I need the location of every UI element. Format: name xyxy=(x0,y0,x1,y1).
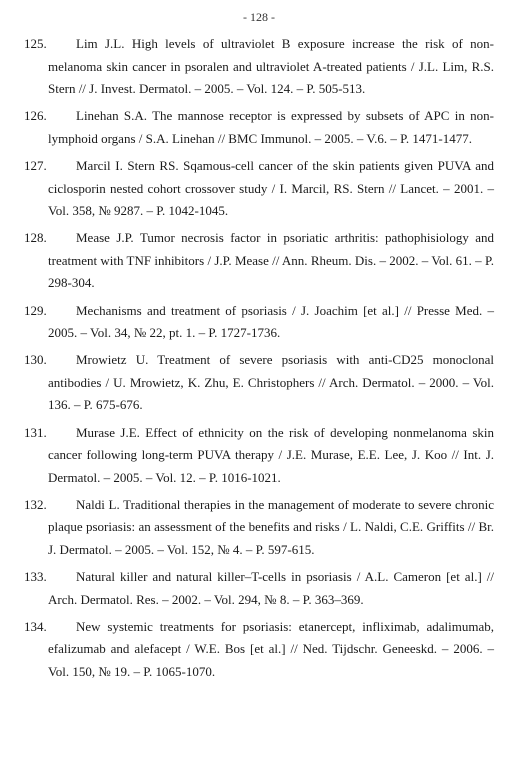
reference-number: 133. xyxy=(24,569,47,585)
reference-number: 125. xyxy=(24,36,47,51)
reference-text: Mechanisms and treatment of psoriasis / J. Joachim [et al.] // Presse Med. – 2005. – Vol. 34, № 22, pt. 1. – P. 1727-1736. xyxy=(48,302,494,341)
reference-item xyxy=(24,105,494,150)
reference-number: 128. xyxy=(24,230,47,246)
reference-text: New systemic treatments for psoriasis: etanercept, infliximab, adalimumab, efalizumab and alefacept / W.E. Bos [et al.] // Ned. Tijdschr. Geneeskd. – 2006. – Vol. 150, № 19. – P. 1065-1070. xyxy=(48,618,494,679)
reference-number: 126. xyxy=(24,108,47,124)
reference-number: 130. xyxy=(24,352,47,368)
reference-number: 129. xyxy=(24,302,47,318)
reference-item xyxy=(24,566,494,611)
reference-number: 134. xyxy=(24,618,47,634)
reference-item xyxy=(24,300,494,345)
reference-item xyxy=(24,349,494,417)
reference-item xyxy=(24,494,494,562)
reference-item xyxy=(24,227,494,295)
reference-text: Natural killer and natural killer–T-cells in psoriasis / A.L. Cameron [et al.] // Arch. Dermatol. Res. – 2002. – Vol. 294, № 8. – P. 363–369. xyxy=(48,569,494,607)
reference-text: Marcil I. Stern RS. Sqamous-cell cancer of the skin patients given PUVA and ciclosporin nested cohort crossover study / I. Marcil, RS. Stern // Lancet. – 2001. – Vol. 358, № 9287. – P. 1042-1045. xyxy=(48,157,494,219)
reference-item xyxy=(24,155,494,223)
reference-number: 127. xyxy=(24,157,47,173)
page-number: - 128 - xyxy=(243,10,275,24)
reference-text: Naldi L. Traditional therapies in the management of moderate to severe chronic plaque psoriasis: an assessment of the benefits and risks / L. Naldi, C.E. Griffits // Br. J. Dermatol. – 2005. – Vol. 152, № 4. – P. 597-615. xyxy=(48,496,494,557)
reference-item xyxy=(24,33,494,101)
reference-text: Mease J.P. Tumor necrosis factor in psoriatic arthritis: pathophisiology and treatment with TNF inhibitors / J.P. Mease // Ann. Rheum. Dis. – 2002. – Vol. 61. – P. 298-304. xyxy=(48,230,494,291)
reference-list xyxy=(24,33,494,688)
reference-text: Linehan S.A. The mannose receptor is expressed by subsets of APC in non-lymphoid organs / S.A. Linehan // BMC Immunol. – 2005. – V.6. – P. 1471-1477. xyxy=(48,108,494,146)
reference-text: Mrowietz U. Treatment of severe psoriasis with anti-CD25 monoclonal antibodies / U. Mrowietz, K. Zhu, E. Christophers // Arch. Dermatol. – 2000. – Vol. 136. – P. 675-676. xyxy=(48,352,494,413)
reference-number: 132. xyxy=(24,496,47,512)
reference-text: Murase J.E. Effect of ethnicity on the risk of developing nonmelanoma skin cancer following long-term PUVA therapy / J.E. Murase, E.E. Lee, J. Koo // Int. J. Dermatol. – 2005. – Vol. 12. – P. 1016-1021. xyxy=(48,424,494,485)
reference-item xyxy=(24,422,494,490)
reference-number: 131. xyxy=(24,424,47,440)
reference-text: Lim J.L. High levels of ultraviolet B exposure increase the risk of non-melanoma skin cancer in psoralen and ultraviolet A-treated patients / J.L. Lim, R.S. Stern // J. Invest. Dermatol. – 2005. – Vol. 124. – P. 505-513. xyxy=(48,36,494,97)
reference-item xyxy=(24,616,494,684)
